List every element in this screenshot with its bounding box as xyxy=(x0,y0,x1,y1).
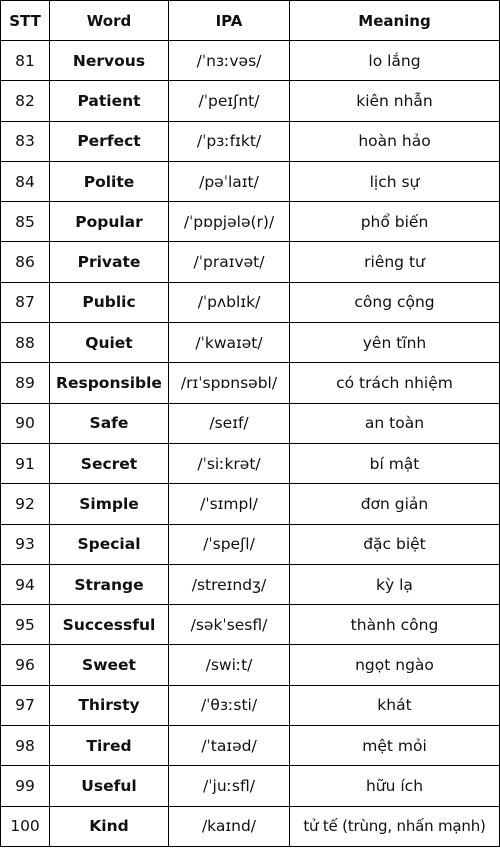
table-row xyxy=(1,282,500,322)
stt-cell: 83 xyxy=(1,121,50,161)
meaning-cell: ngọt ngào xyxy=(290,645,500,685)
stt-cell: 89 xyxy=(1,363,50,403)
word-cell: Nervous xyxy=(50,41,169,81)
ipa-cell: /ˈpraɪvət/ xyxy=(169,242,290,282)
ipa-cell: /ˈjuːsfl/ xyxy=(169,766,290,806)
stt-cell: 97 xyxy=(1,685,50,725)
header-word: Word xyxy=(50,1,169,41)
meaning-cell: công cộng xyxy=(290,282,500,322)
stt-cell: 90 xyxy=(1,403,50,443)
stt-cell: 95 xyxy=(1,605,50,645)
ipa-cell: /səkˈsesfl/ xyxy=(169,605,290,645)
meaning-cell: hoàn hảo xyxy=(290,121,500,161)
ipa-cell: /ˈsiːkrət/ xyxy=(169,443,290,483)
word-cell: Thirsty xyxy=(50,685,169,725)
ipa-cell: /ˈkwaɪət/ xyxy=(169,323,290,363)
stt-cell: 86 xyxy=(1,242,50,282)
ipa-cell: /swiːt/ xyxy=(169,645,290,685)
stt-cell: 93 xyxy=(1,524,50,564)
word-cell: Useful xyxy=(50,766,169,806)
table-row xyxy=(1,443,500,483)
stt-cell: 94 xyxy=(1,564,50,604)
table-row xyxy=(1,363,500,403)
table-row xyxy=(1,121,500,161)
table-row xyxy=(1,645,500,685)
ipa-cell: /ˈpɜːfɪkt/ xyxy=(169,121,290,161)
ipa-cell: /seɪf/ xyxy=(169,403,290,443)
meaning-cell: có trách nhiệm xyxy=(290,363,500,403)
word-cell: Sweet xyxy=(50,645,169,685)
table-row xyxy=(1,766,500,806)
table-row xyxy=(1,403,500,443)
stt-cell: 88 xyxy=(1,323,50,363)
table-row xyxy=(1,806,500,846)
word-cell: Patient xyxy=(50,81,169,121)
meaning-cell: bí mật xyxy=(290,443,500,483)
meaning-cell: yên tĩnh xyxy=(290,323,500,363)
header-stt: STT xyxy=(1,1,50,41)
table-row xyxy=(1,605,500,645)
ipa-cell: /pəˈlaɪt/ xyxy=(169,161,290,201)
table-row xyxy=(1,202,500,242)
ipa-cell: /kaɪnd/ xyxy=(169,806,290,846)
meaning-cell: lo lắng xyxy=(290,41,500,81)
word-cell: Perfect xyxy=(50,121,169,161)
stt-cell: 100 xyxy=(1,806,50,846)
table-row xyxy=(1,161,500,201)
meaning-cell: đơn giản xyxy=(290,484,500,524)
word-cell: Simple xyxy=(50,484,169,524)
meaning-cell: đặc biệt xyxy=(290,524,500,564)
stt-cell: 91 xyxy=(1,443,50,483)
meaning-cell: kiên nhẫn xyxy=(290,81,500,121)
ipa-cell: /rɪˈspɒnsəbl/ xyxy=(169,363,290,403)
word-cell: Special xyxy=(50,524,169,564)
meaning-cell: phổ biến xyxy=(290,202,500,242)
table-row xyxy=(1,81,500,121)
table-row xyxy=(1,484,500,524)
meaning-cell: khát xyxy=(290,685,500,725)
stt-cell: 98 xyxy=(1,726,50,766)
stt-cell: 84 xyxy=(1,161,50,201)
table-row xyxy=(1,564,500,604)
meaning-cell: tử tế (trùng, nhấn mạnh) xyxy=(290,806,500,846)
table-header-row xyxy=(1,1,500,41)
word-cell: Safe xyxy=(50,403,169,443)
table-row xyxy=(1,685,500,725)
table-row xyxy=(1,242,500,282)
word-cell: Strange xyxy=(50,564,169,604)
header-ipa: IPA xyxy=(169,1,290,41)
meaning-cell: riêng tư xyxy=(290,242,500,282)
stt-cell: 85 xyxy=(1,202,50,242)
stt-cell: 81 xyxy=(1,41,50,81)
table-row xyxy=(1,323,500,363)
stt-cell: 92 xyxy=(1,484,50,524)
ipa-cell: /ˈpeɪʃnt/ xyxy=(169,81,290,121)
word-cell: Popular xyxy=(50,202,169,242)
table-row xyxy=(1,524,500,564)
word-cell: Polite xyxy=(50,161,169,201)
ipa-cell: /ˈsɪmpl/ xyxy=(169,484,290,524)
word-cell: Responsible xyxy=(50,363,169,403)
meaning-cell: mệt mỏi xyxy=(290,726,500,766)
meaning-cell: hữu ích xyxy=(290,766,500,806)
header-meaning: Meaning xyxy=(290,1,500,41)
stt-cell: 82 xyxy=(1,81,50,121)
word-cell: Tired xyxy=(50,726,169,766)
word-cell: Private xyxy=(50,242,169,282)
ipa-cell: /ˈtaɪəd/ xyxy=(169,726,290,766)
ipa-cell: /ˈspeʃl/ xyxy=(169,524,290,564)
ipa-cell: /streɪndʒ/ xyxy=(169,564,290,604)
ipa-cell: /ˈnɜːvəs/ xyxy=(169,41,290,81)
table-row xyxy=(1,41,500,81)
word-cell: Secret xyxy=(50,443,169,483)
word-cell: Public xyxy=(50,282,169,322)
meaning-cell: thành công xyxy=(290,605,500,645)
word-cell: Successful xyxy=(50,605,169,645)
ipa-cell: /ˈpɒpjələ(r)/ xyxy=(169,202,290,242)
ipa-cell: /ˈpʌblɪk/ xyxy=(169,282,290,322)
word-cell: Kind xyxy=(50,806,169,846)
stt-cell: 96 xyxy=(1,645,50,685)
meaning-cell: kỳ lạ xyxy=(290,564,500,604)
meaning-cell: an toàn xyxy=(290,403,500,443)
table-row xyxy=(1,726,500,766)
word-cell: Quiet xyxy=(50,323,169,363)
meaning-cell: lịch sự xyxy=(290,161,500,201)
stt-cell: 99 xyxy=(1,766,50,806)
ipa-cell: /ˈθɜːsti/ xyxy=(169,685,290,725)
stt-cell: 87 xyxy=(1,282,50,322)
